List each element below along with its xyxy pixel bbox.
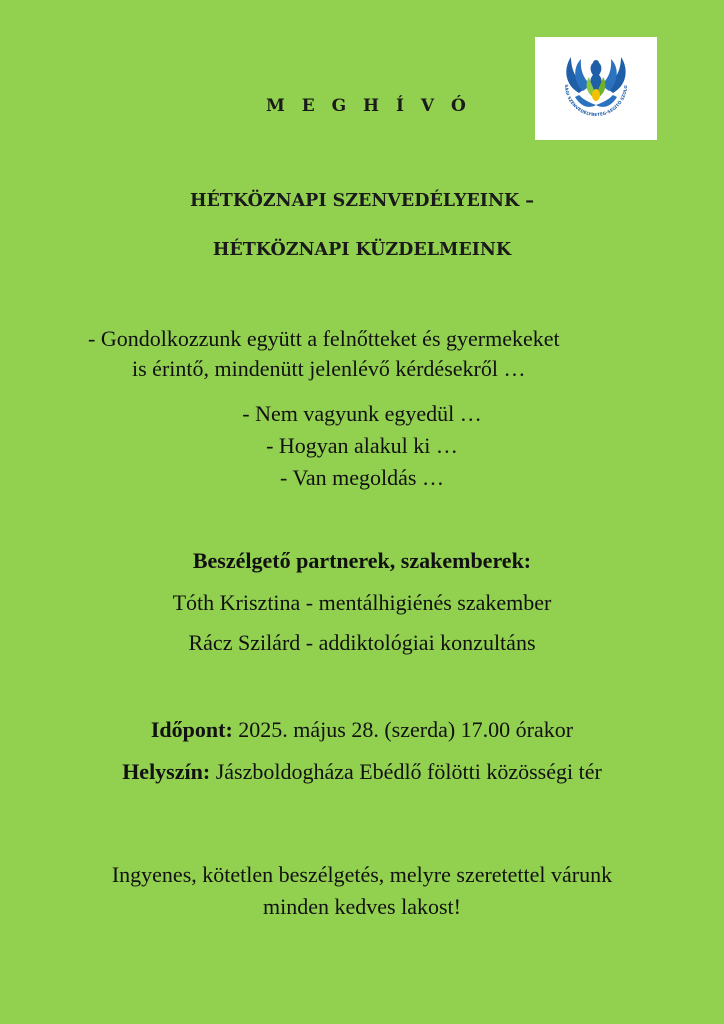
event-place-value: Jászboldogháza Ebédlő fölötti közösségi tér bbox=[210, 759, 602, 784]
event-place-label: Helyszín: bbox=[122, 759, 211, 784]
phoenix-hands-logo-icon bbox=[535, 37, 657, 140]
intro-line-1: - Gondolkozzunk együtt a felnőtteket és gyermekeket bbox=[88, 326, 560, 351]
organization-logo bbox=[535, 37, 657, 140]
point-item: - Hogyan alakul ki … bbox=[266, 433, 458, 458]
closing-line-1: Ingyenes, kötetlen beszélgetés, melyre szeretettel várunk bbox=[111, 862, 613, 887]
intro-line-2: is érintő, mindenütt jelenlévő kérdésekről … bbox=[132, 356, 526, 381]
headline-line-1: HÉTKÖZNAPI SZENVEDÉLYEINK – bbox=[189, 191, 535, 211]
event-place bbox=[0, 760, 724, 784]
partner-item: Rácz Szilárd - addiktológiai konzultáns bbox=[188, 630, 536, 655]
closing-line-2: minden kedves lakost! bbox=[263, 894, 461, 919]
event-time bbox=[0, 718, 724, 742]
invitation-title: M E G H Í V Ó bbox=[266, 96, 472, 116]
logo-text: SÁGI SZENVEDÉLYBETEG-SEGÍTŐ SZOLG bbox=[563, 84, 629, 118]
partner-item: Tóth Krisztina - mentálhigiénés szakember bbox=[172, 590, 552, 615]
point-item: - Van megoldás … bbox=[280, 465, 444, 490]
partners-heading: Beszélgető partnerek, szakemberek: bbox=[192, 548, 532, 573]
point-item: - Nem vagyunk egyedül … bbox=[242, 401, 482, 426]
event-time-value: 2025. május 28. (szerda) 17.00 órakor bbox=[232, 717, 574, 742]
event-time-label: Időpont: bbox=[150, 717, 233, 742]
headline-line-2: HÉTKÖZNAPI KÜZDELMEINK bbox=[212, 240, 512, 260]
